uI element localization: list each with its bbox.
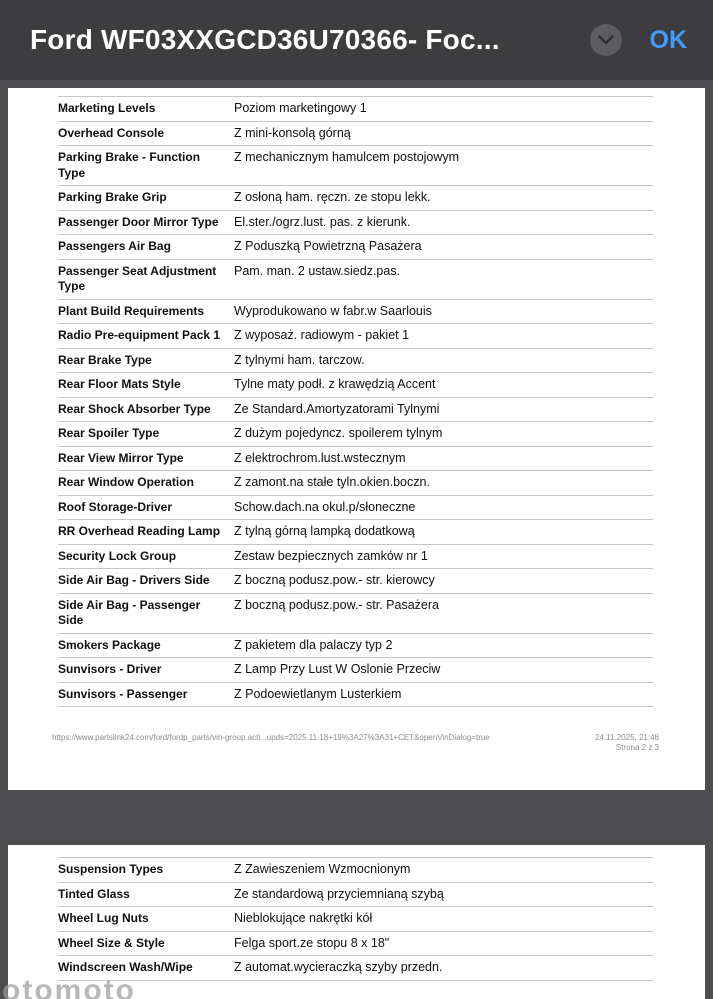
spec-label: Parking Brake - Function Type [58, 150, 201, 180]
spec-label: Rear Brake Type [58, 352, 152, 367]
spec-value: Zestaw bezpiecznych zamków nr 1 [234, 548, 428, 563]
table-row [58, 186, 653, 211]
spec-value: Z wyposaż. radiowym - pakiet 1 [234, 328, 410, 342]
spec-label: Parking Brake Grip [58, 190, 167, 204]
spec-value: Z Poduszką Powietrzną Pasażera [234, 239, 422, 253]
spec-value: Z tylną górną lampką dodatkową [234, 524, 415, 538]
table-row [58, 97, 653, 122]
table-row [58, 211, 653, 236]
spec-value: Z boczną podusz.pow.- str. kierowcy [234, 573, 435, 587]
spec-value: Schow.dach.na okul.p/słoneczne [234, 499, 416, 514]
footer-meta [595, 733, 659, 752]
table-row [58, 658, 653, 683]
page-gap [0, 790, 713, 845]
spec-value: Z mini-konsolą górną [234, 125, 351, 140]
spec-value: Nieblokujące nakrętki kół [234, 911, 373, 925]
spec-label: Suspension Types [58, 862, 164, 876]
spec-label: Security Lock Group [58, 548, 177, 563]
spec-value: Poziom marketingowy 1 [234, 101, 367, 115]
table-row [58, 956, 653, 981]
chevron-down-icon [598, 35, 614, 45]
spec-value: Z elektrochrom.lust.wstecznym [234, 450, 406, 465]
table-row [58, 907, 653, 932]
table-row [58, 447, 653, 472]
spec-value: Z mechanicznym hamulcem postojowym [234, 150, 460, 164]
spec-label: Side Air Bag - Passenger Side [58, 597, 201, 627]
spec-value: Z pakietem dla palaczy typ 2 [234, 637, 393, 652]
spec-label: Smokers Package [58, 637, 161, 652]
spec-value: Z Lamp Przy Lust W Oslonie Przeciw [234, 662, 441, 676]
spec-value: Z osłoną ham. ręczn. ze stopu lekk. [234, 190, 431, 204]
table-row [58, 122, 653, 147]
spec-value: Z Podoewietlanym Lusterkiem [234, 686, 402, 701]
footer-url: https://www.partslink24.com/ford/fordp_parts/vin-group.acti...upds=2025.11.18+19%3A27%3A31+CET&openVinDialog=true [52, 733, 490, 742]
spec-label: Wheel Lug Nuts [58, 911, 149, 925]
spec-label: Sunvisors - Passenger [58, 686, 188, 701]
spec-label: Rear Spoiler Type [58, 426, 160, 440]
document-page-2 [8, 88, 705, 790]
spec-label: Tinted Glass [58, 886, 130, 901]
table-row [58, 545, 653, 570]
table-row [58, 324, 653, 349]
collapse-button[interactable] [590, 24, 622, 56]
spec-value: Z automat.wycieraczką szyby przedn. [234, 960, 443, 974]
table-row [58, 349, 653, 374]
spec-label: Passenger Seat Adjustment Type [58, 263, 217, 293]
table-row [58, 683, 653, 708]
spec-value: Z tylnymi ham. tarczow. [234, 352, 365, 367]
spec-value: Ze Standard.Amortyzatorami Tylnymi [234, 401, 440, 416]
table-row [58, 422, 653, 447]
table-row [58, 883, 653, 908]
spec-label: Roof Storage-Driver [58, 499, 173, 514]
spec-label: Plant Build Requirements [58, 303, 205, 318]
table-row [58, 932, 653, 957]
table-row [58, 520, 653, 545]
footer-date: 24.11.2025, 21:48 [595, 733, 659, 742]
spec-label: Wheel Size & Style [58, 935, 165, 950]
spec-value: Z dużym pojedyncz. spoilerem tylnym [234, 426, 443, 440]
footer-page-number: Strona 2 z 3 [615, 742, 659, 752]
table-row [58, 398, 653, 423]
table-row [58, 260, 653, 300]
spec-label: Windscreen Wash/Wipe [58, 960, 193, 974]
spec-label: Passenger Door Mirror Type [58, 214, 219, 229]
spec-label: Passengers Air Bag [58, 239, 171, 253]
table-row [58, 146, 653, 186]
table-row [58, 594, 653, 634]
table-row [58, 496, 653, 521]
spec-label: RR Overhead Reading Lamp [58, 524, 221, 538]
spec-label: Overhead Console [58, 125, 165, 140]
spec-value: Tylne maty podł. z krawędzią Accent [234, 377, 436, 391]
spec-label: Sunvisors - Driver [58, 662, 162, 676]
spec-label: Rear Floor Mats Style [58, 377, 181, 391]
document-title: Ford WF03XXGCD36U70366- Foc... [30, 24, 500, 55]
table-row [58, 300, 653, 325]
table-row [58, 373, 653, 398]
document-scroll-area[interactable] [0, 80, 713, 999]
table-row [58, 858, 653, 883]
spec-value: Ze standardową przyciemnianą szybą [234, 886, 444, 901]
spec-value: Z boczną podusz.pow.- str. Pasażera [234, 597, 439, 612]
spec-value: Felga sport.ze stopu 8 x 18" [234, 935, 390, 950]
spec-label: Rear Window Operation [58, 475, 194, 489]
page-footer [52, 733, 659, 752]
table-row [58, 235, 653, 260]
table-row [58, 569, 653, 594]
spec-label: Rear Shock Absorber Type [58, 401, 211, 416]
spec-value: Z Zawieszeniem Wzmocnionym [234, 862, 411, 876]
spec-table-page-3 [58, 857, 653, 981]
spec-label: Marketing Levels [58, 101, 156, 115]
spec-table-page-2 [58, 96, 653, 707]
spec-label: Rear View Mirror Type [58, 450, 184, 465]
watermark: otomoto [2, 974, 136, 999]
viewer-header [0, 0, 713, 80]
spec-label: Radio Pre-equipment Pack 1 [58, 328, 221, 342]
table-row [58, 471, 653, 496]
spec-value: Z zamont.na stałe tyln.okien.boczn. [234, 475, 430, 489]
spec-value: Wyprodukowano w fabr.w Saarlouis [234, 303, 432, 318]
ok-button[interactable]: OK [649, 25, 687, 54]
spec-value: El.ster./ogrz.lust. pas. z kierunk. [234, 214, 411, 229]
spec-label: Side Air Bag - Drivers Side [58, 573, 210, 587]
spec-value: Pam. man. 2 ustaw.siedz.pas. [234, 263, 401, 278]
table-row [58, 634, 653, 659]
